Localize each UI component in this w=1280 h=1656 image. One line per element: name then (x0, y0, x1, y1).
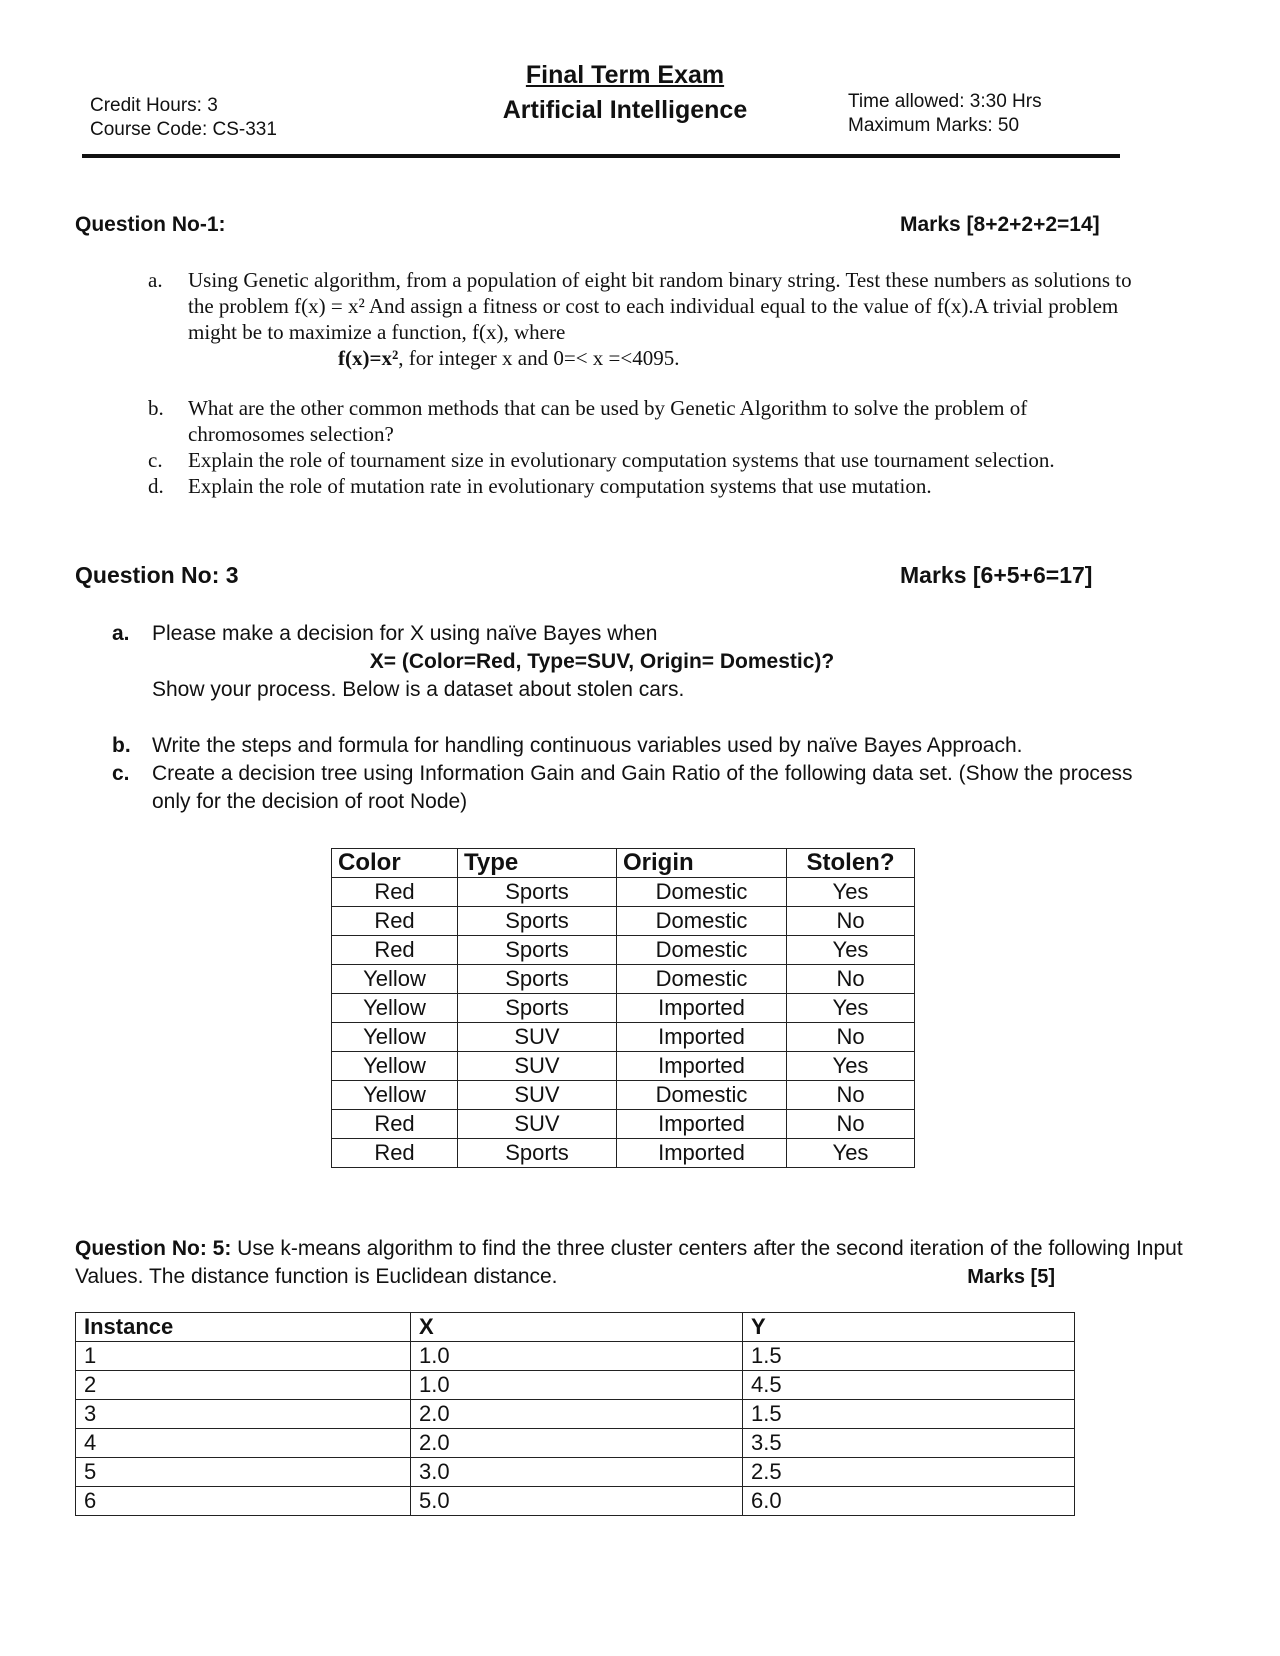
q3-b-label: b. (112, 734, 131, 757)
time-info (848, 90, 1042, 138)
kmeans-table-row (76, 1371, 1075, 1400)
cars-table-row (332, 1139, 915, 1168)
kmeans-cell-instance: 6 (76, 1487, 411, 1516)
cars-table-row (332, 1081, 915, 1110)
q1-a-formula-bold: f(x)=x² (338, 346, 399, 370)
cars-cell-color: Red (332, 878, 458, 907)
cars-table-row (332, 936, 915, 965)
q1-part-d (148, 473, 1148, 499)
cars-cell-stolen: No (787, 965, 915, 994)
cars-cell-origin: Imported (617, 1023, 787, 1052)
cars-table-row (332, 1052, 915, 1081)
q1-c-label: c. (148, 448, 163, 472)
q1-b-label: b. (148, 396, 164, 420)
q3-c-text: Create a decision tree using Information Gain and Gain Ratio of the following data set. (Show the process only for the decision of root Node) (152, 762, 1133, 813)
q3-part-b (112, 732, 1172, 760)
kmeans-cell-y: 6.0 (743, 1487, 1075, 1516)
cars-col-type: Type (458, 849, 617, 878)
kmeans-cell-y: 2.5 (743, 1458, 1075, 1487)
cars-table-row (332, 1023, 915, 1052)
q1-a-formula (188, 345, 1148, 371)
cars-cell-stolen: Yes (787, 1139, 915, 1168)
q3-parts (112, 620, 1172, 816)
kmeans-cell-x: 5.0 (411, 1487, 743, 1516)
cars-cell-origin: Domestic (617, 965, 787, 994)
q1-parts (148, 267, 1148, 499)
cars-cell-origin: Domestic (617, 1081, 787, 1110)
cars-cell-color: Yellow (332, 1023, 458, 1052)
kmeans-cell-x: 2.0 (411, 1429, 743, 1458)
kmeans-table-row (76, 1342, 1075, 1371)
cars-col-stolen: Stolen? (787, 849, 915, 878)
q1-d-label: d. (148, 474, 164, 498)
kmeans-col-x: X (411, 1313, 743, 1342)
kmeans-table-row (76, 1487, 1075, 1516)
q5-text: Use k-means algorithm to find the three cluster centers after the second iteration of the following Input Values. The distance function is Euclidean distance. (75, 1237, 1183, 1288)
q1-a-text: Using Genetic algorithm, from a population of eight bit random binary string. Test these numbers as solutions to the problem f(x) = x² And assign a fitness or cost to each individual equal to the value of f(x).A trivial problem might be to maximize a function, f(x), where (188, 268, 1132, 344)
q3-heading: Question No: 3 (75, 562, 239, 588)
exam-title-block (430, 58, 820, 128)
q1-b-text: What are the other common methods that can be used by Genetic Algorithm to solve the problem of chromosomes selection? (188, 396, 1028, 446)
q1-a-label: a. (148, 268, 163, 292)
course-info (90, 94, 277, 142)
kmeans-table (75, 1312, 1075, 1516)
cars-cell-origin: Imported (617, 1052, 787, 1081)
cars-cell-type: SUV (458, 1023, 617, 1052)
cars-cell-color: Red (332, 1139, 458, 1168)
cars-cell-origin: Imported (617, 1139, 787, 1168)
q3-marks: Marks [6+5+6=17] (900, 562, 1093, 588)
kmeans-cell-instance: 2 (76, 1371, 411, 1400)
cars-cell-type: Sports (458, 878, 617, 907)
time-allowed: Time allowed: 3:30 Hrs (848, 91, 1042, 112)
cars-cell-origin: Domestic (617, 907, 787, 936)
kmeans-table-body (76, 1342, 1075, 1516)
cars-cell-stolen: No (787, 1081, 915, 1110)
q3-a-label: a. (112, 622, 130, 645)
cars-cell-color: Yellow (332, 1052, 458, 1081)
cars-cell-color: Yellow (332, 994, 458, 1023)
cars-cell-origin: Domestic (617, 936, 787, 965)
cars-cell-color: Yellow (332, 1081, 458, 1110)
kmeans-table-row (76, 1400, 1075, 1429)
cars-cell-stolen: No (787, 1110, 915, 1139)
cars-cell-origin: Imported (617, 994, 787, 1023)
kmeans-col-instance: Instance (76, 1313, 411, 1342)
cars-table-row (332, 965, 915, 994)
cars-cell-origin: Imported (617, 1110, 787, 1139)
cars-table-row (332, 878, 915, 907)
exam-title: Final Term Exam (525, 61, 725, 89)
exam-subject: Artificial Intelligence (502, 96, 748, 124)
cars-cell-color: Red (332, 1110, 458, 1139)
cars-cell-type: Sports (458, 994, 617, 1023)
cars-table-row (332, 994, 915, 1023)
cars-cell-type: SUV (458, 1052, 617, 1081)
cars-table-row (332, 907, 915, 936)
kmeans-table-row (76, 1429, 1075, 1458)
kmeans-cell-instance: 1 (76, 1342, 411, 1371)
cars-table-body (332, 878, 915, 1168)
q1-part-c (148, 447, 1148, 473)
kmeans-cell-y: 3.5 (743, 1429, 1075, 1458)
q3-part-a (112, 620, 1172, 704)
cars-cell-type: Sports (458, 936, 617, 965)
header-divider (82, 154, 1120, 158)
stolen-cars-table (331, 848, 915, 1168)
kmeans-cell-y: 1.5 (743, 1342, 1075, 1371)
kmeans-col-y: Y (743, 1313, 1075, 1342)
cars-cell-stolen: No (787, 907, 915, 936)
kmeans-cell-instance: 3 (76, 1400, 411, 1429)
q3-part-c (112, 760, 1172, 816)
kmeans-cell-y: 1.5 (743, 1400, 1075, 1429)
kmeans-cell-x: 1.0 (411, 1371, 743, 1400)
max-marks: Maximum Marks: 50 (848, 115, 1020, 136)
q1-part-b (148, 395, 1148, 447)
q3-a-line-1: Please make a decision for X using naïve Bayes when (152, 622, 658, 645)
kmeans-header-row (76, 1313, 1075, 1342)
q5-marks: Marks [5] (967, 1266, 1055, 1288)
q3-c-label: c. (112, 762, 130, 785)
cars-cell-type: Sports (458, 907, 617, 936)
cars-cell-type: SUV (458, 1081, 617, 1110)
cars-cell-type: Sports (458, 965, 617, 994)
q3-a-line-3: Show your process. Below is a dataset about stolen cars. (152, 678, 685, 701)
credit-hours: Credit Hours: 3 (90, 95, 218, 116)
kmeans-cell-x: 1.0 (411, 1342, 743, 1371)
kmeans-cell-y: 4.5 (743, 1371, 1075, 1400)
q1-d-text: Explain the role of mutation rate in evolutionary computation systems that use mutation. (188, 474, 932, 498)
q5-heading: Question No: 5: (75, 1237, 232, 1260)
q3-a-query: X= (Color=Red, Type=SUV, Origin= Domestic)? (369, 650, 835, 673)
cars-cell-stolen: Yes (787, 878, 915, 907)
cars-cell-origin: Domestic (617, 878, 787, 907)
kmeans-table-row (76, 1458, 1075, 1487)
cars-col-color: Color (332, 849, 458, 878)
kmeans-cell-instance: 5 (76, 1458, 411, 1487)
kmeans-cell-x: 3.0 (411, 1458, 743, 1487)
cars-cell-color: Red (332, 907, 458, 936)
cars-table-row (332, 1110, 915, 1139)
q1-a-formula-rest: , for integer x and 0=< x =<4095. (398, 346, 680, 370)
q5-block (75, 1235, 1185, 1291)
cars-cell-color: Red (332, 936, 458, 965)
cars-col-origin: Origin (617, 849, 787, 878)
q1-heading: Question No-1: (75, 213, 226, 236)
kmeans-cell-instance: 4 (76, 1429, 411, 1458)
cars-cell-stolen: Yes (787, 994, 915, 1023)
cars-cell-stolen: No (787, 1023, 915, 1052)
kmeans-cell-x: 2.0 (411, 1400, 743, 1429)
course-code: Course Code: CS-331 (90, 119, 277, 140)
cars-cell-color: Yellow (332, 965, 458, 994)
cars-cell-stolen: Yes (787, 936, 915, 965)
cars-cell-type: Sports (458, 1139, 617, 1168)
cars-header-row (332, 849, 915, 878)
q1-part-a (148, 267, 1148, 371)
q3-b-text: Write the steps and formula for handling continuous variables used by naïve Bayes Approach. (152, 734, 1023, 757)
q1-c-text: Explain the role of tournament size in evolutionary computation systems that use tournament selection. (188, 448, 1055, 472)
cars-cell-stolen: Yes (787, 1052, 915, 1081)
q1-marks: Marks [8+2+2+2=14] (900, 213, 1100, 236)
cars-cell-type: SUV (458, 1110, 617, 1139)
